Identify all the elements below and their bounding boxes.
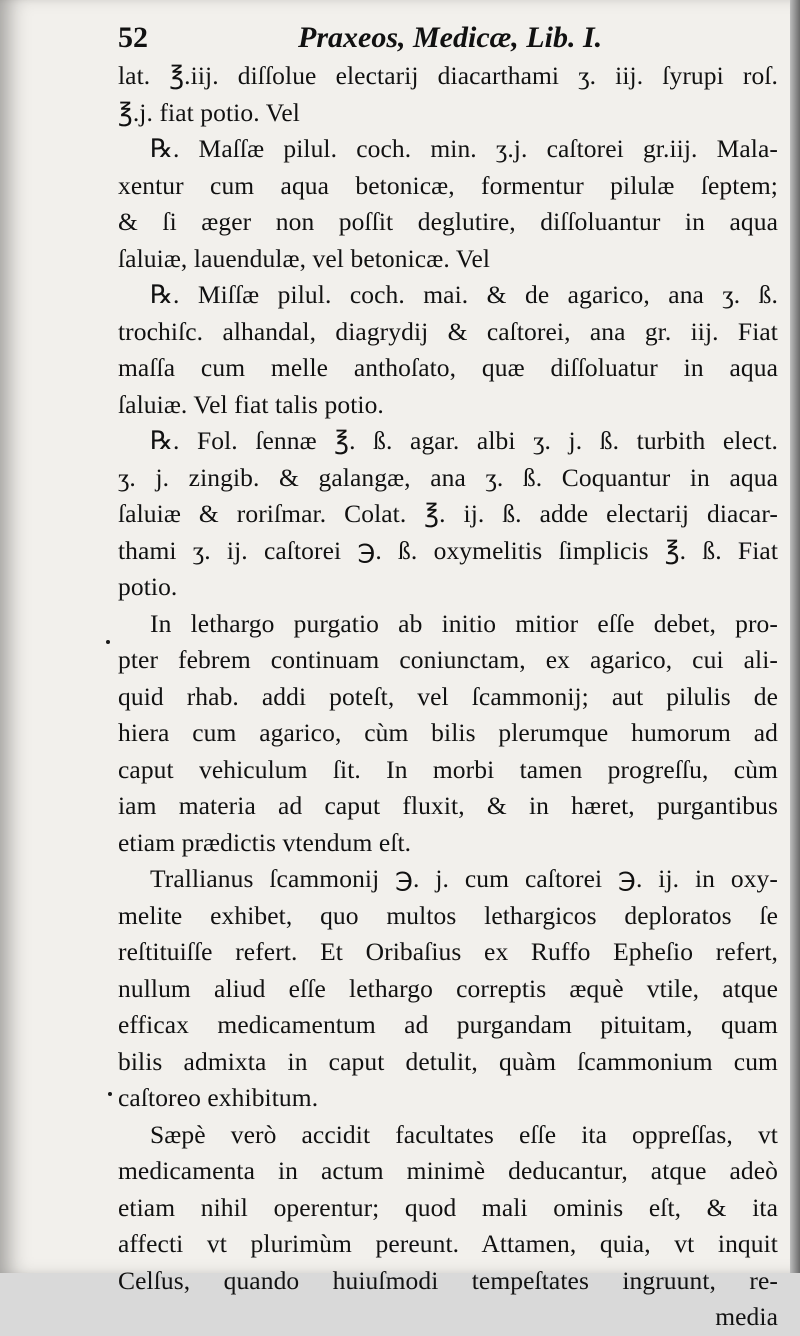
page-header: [118, 18, 658, 58]
text-line: medicamenta in actum minimè deducantur, atque adeò: [118, 1156, 778, 1185]
text-line: trochiſc. alhandal, diagrydij & caſtorei, ana gr. iij. Fiat: [118, 316, 778, 346]
text-line: ℞. Miſſæ pilul. coch. mai. & de agarico, ana ʒ. ß.: [150, 280, 778, 309]
text-line: etiam prædictis vtendum eſt.: [118, 827, 412, 857]
text-line: iam materia ad caput fluxit, & in hæret, purgantibus: [118, 791, 778, 820]
text-line: ℥.j. fiat potio. Vel: [118, 97, 300, 127]
text-line: & ſi æger non poſſit deglutire, diſſoluantur in aqua: [118, 207, 778, 236]
text-line: caput vehiculum ſit. In morbi tamen progreſſu, cùm: [118, 754, 778, 784]
text-line: affecti vt plurimùm pereunt. Attamen, quia, vt inquit: [118, 1229, 778, 1258]
running-title: Praxeos, Medicæ, Lib. I.: [298, 21, 603, 54]
text-line: ℞. Fol. ſennæ ℥. ß. agar. albi ʒ. j. ß. turbith elect.: [150, 426, 778, 455]
text-line: nullum aliud eſſe lethargo correptis æquè vtile, atque: [118, 973, 778, 1003]
text-line: potio.: [118, 572, 178, 601]
text-line: bilis admixta in caput detulit, quàm ſcammonium cum: [118, 1046, 778, 1076]
text-line: ʒ. j. zingib. & galangæ, ana ʒ. ß. Coquantur in aqua: [118, 462, 778, 492]
text-line: reſtituiſſe refert. Et Oribaſius ex Ruffo Epheſio refert,: [118, 937, 778, 966]
page-number: 52: [118, 21, 148, 54]
text-line: caſtoreo exhibitum.: [118, 1083, 319, 1112]
text-line: etiam nihil operentur; quod mali ominis eſt, & ita: [118, 1192, 778, 1222]
text-line: melite exhibet, quo multos lethargicos deploratos ſe: [118, 900, 778, 930]
catchword: media: [715, 1302, 778, 1331]
text-line: Sæpè verò accidit facultates eſſe ita oppreſſas, vt: [150, 1119, 778, 1149]
text-line: ℞. Maſſæ pilul. coch. min. ʒ.j. caſtorei gr.iij. Mala-: [150, 134, 778, 163]
text-line: In lethargo purgatio ab initio mitior eſſe debet, pro-: [150, 608, 778, 638]
text-line: ſaluiæ & roriſmar. Colat. ℥. ij. ß. adde electarij diacar-: [118, 499, 778, 528]
text-line: maſſa cum melle anthoſato, quæ diſſoluatur in aqua: [118, 353, 778, 382]
text-line: pter febrem continuam coniunctam, ex agarico, cui ali-: [118, 645, 778, 674]
text-line: thami ʒ. ij. caſtorei ℈. ß. oxymelitis ſimplicis ℥. ß. Fiat: [118, 535, 778, 565]
text-line: Celſus, quando huiuſmodi tempeſtates ingruunt, re-: [118, 1265, 778, 1295]
ink-speck: [106, 640, 110, 644]
text-line: quid rhab. addi poteſt, vel ſcammonij; aut pilulis de: [118, 681, 778, 711]
text-line: ſaluiæ. Vel fiat talis potio.: [118, 389, 384, 419]
text-line: Trallianus ſcammonij ℈. j. cum caſtorei ℈. ij. in oxy-: [150, 864, 778, 893]
body-text: [118, 58, 778, 1336]
text-line: ſaluiæ, lauendulæ, vel betonicæ. Vel: [118, 243, 491, 273]
page-edge-shadow: [790, 0, 800, 1273]
text-line: efficax medicamentum ad purgandam pituitam, quam: [118, 1010, 778, 1039]
ink-speck: [108, 1092, 112, 1096]
text-line: hiera cum agarico, cùm bilis plerumque humorum ad: [118, 718, 778, 747]
text-line: lat. ℥.iij. diſſolue electarij diacarthami ʒ. iij. ſyrupi roſ.: [118, 61, 778, 90]
text-line: xentur cum aqua betonicæ, formentur pilulæ ſeptem;: [118, 170, 778, 200]
